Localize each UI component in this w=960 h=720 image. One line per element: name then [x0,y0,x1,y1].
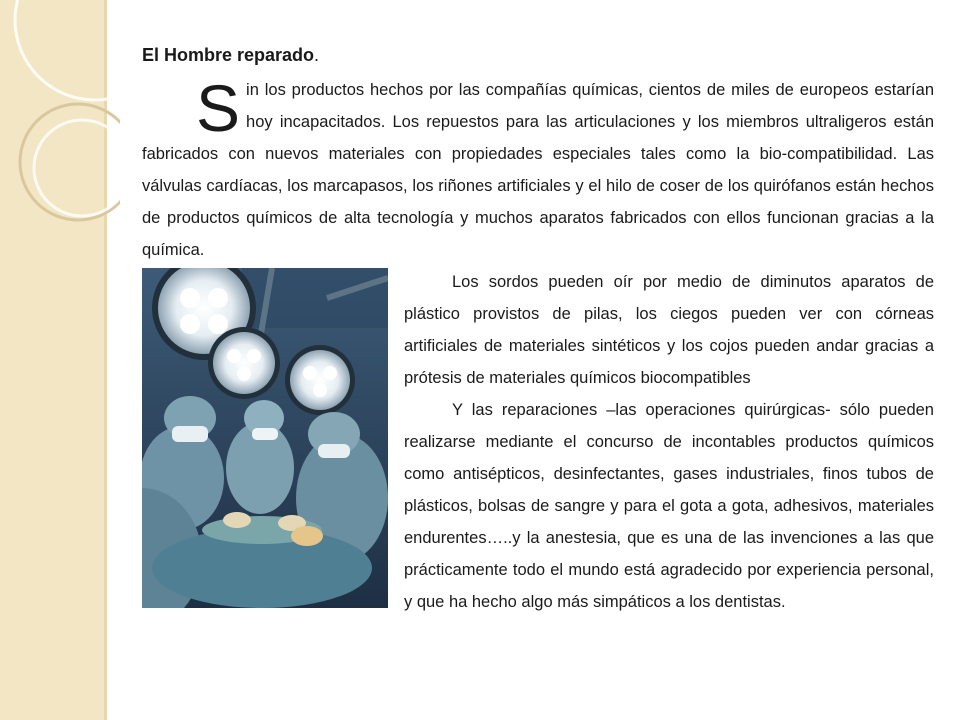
paragraph-2: Los sordos pueden oír por medio de diminutos aparatos de plástico provistos de pilas, los ciegos pueden ver con córneas artificiales de materiales sintéticos y los cojos pueden andar gracias a prótesis de materiales químicos biocompatibles [404,273,934,387]
drop-cap: S [196,71,241,145]
article [142,44,934,618]
paragraph-1-text: in los productos hechos por las compañías químicas, cientos de miles de europeos estarían hoy incapacitados. Los repuestos para las articulaciones y los miembros ultraligeros están fabricados con nuevos materiales con propiedades especiales tales como la bio-compatibilidad. Las válvulas cardíacas, los marcapasos, los riñones artificiales y el hilo de coser de los quirófanos están hechos de productos químicos de alta tecnología y muchos aparatos fabricados con ellos funcionan gracias a la química. [142,81,934,259]
paragraph-3: Y las reparaciones –las operaciones quirúrgicas- sólo pueden realizarse mediante el concurso de incontables productos químicos como antisépticos, desinfectantes, gases industriales, finos tubos de plásticos, bolsas de sangre y para el gota a gota, adhesivos, materiales endurentes…..y la anestesia, que es una de las invenciones a las que prácticamente todo el mundo está agradecido por experiencia personal, y que ha hecho algo más simpáticos a los dentistas. [404,401,934,611]
surgery-photo [142,268,388,608]
title-text: El Hombre reparado [142,45,315,65]
title-period: . [314,45,320,65]
decorative-circles [0,0,120,260]
paragraph-1 [142,71,934,266]
page-title [142,44,934,66]
